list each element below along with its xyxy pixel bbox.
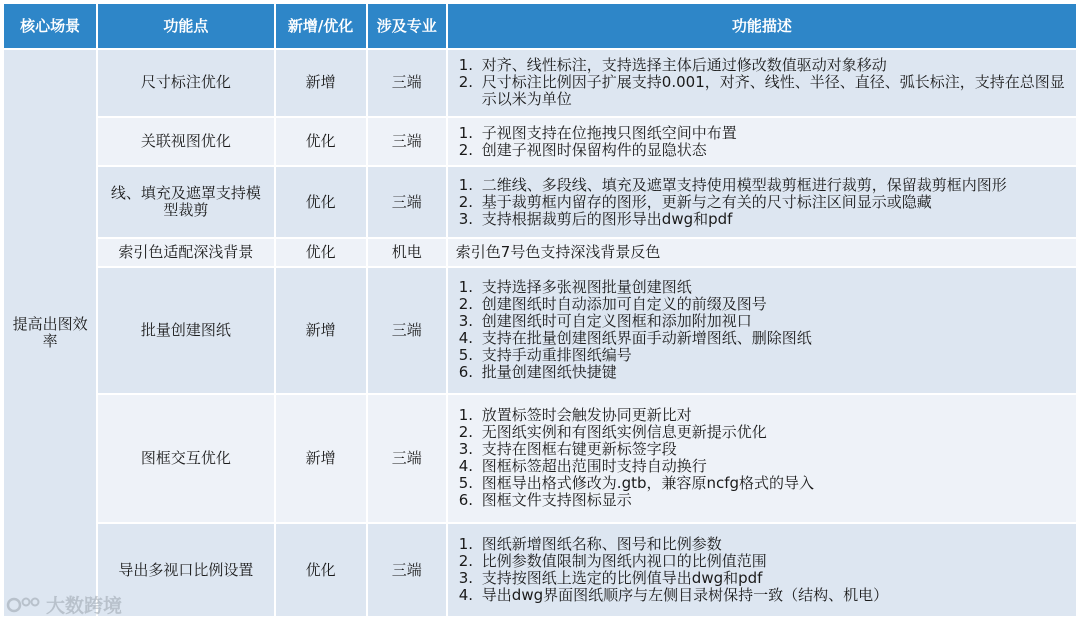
- description-item: 4. 导出dwg界面图纸顺序与左侧目录树保持一致（结构、机电）: [478, 587, 1068, 604]
- table-row: [4, 239, 1076, 266]
- feature-cell: 尺寸标注优化: [98, 50, 273, 116]
- discipline-cell: 三端: [368, 167, 446, 237]
- description-item: 1. 子视图支持在位拖拽只图纸空间中布置: [478, 125, 1068, 142]
- description-cell: [448, 118, 1076, 165]
- description-cell: [448, 268, 1076, 393]
- description-item: 2. 基于裁剪框内留存的图形，更新与之有关的尺寸标注区间显示或隐藏: [478, 194, 1068, 211]
- watermark-logo-icon: [6, 595, 42, 615]
- description-item: 3. 支持根据裁剪后的图形导出dwg和pdf: [478, 211, 1068, 228]
- description-item: 1. 支持选择多张视图批量创建图纸: [478, 279, 1068, 296]
- scene-cell: 提高出图效率: [4, 50, 96, 616]
- description-item: 3. 创建图纸时可自定义图框和添加附加视口: [478, 313, 1068, 330]
- description-item: 1. 放置标签时会触发协同更新比对: [478, 407, 1068, 424]
- type-cell: 优化: [276, 524, 366, 616]
- type-cell: 新增: [276, 50, 366, 116]
- watermark-text: 大数跨境: [46, 595, 123, 617]
- type-cell: 优化: [276, 239, 366, 266]
- description-item: 1. 二维线、多段线、填充及遮罩支持使用模型裁剪框进行裁剪，保留裁剪框内图形: [478, 177, 1068, 194]
- table-row: [4, 395, 1076, 523]
- table-row: [4, 167, 1076, 237]
- discipline-cell: 机电: [368, 239, 446, 266]
- table-row: [4, 118, 1076, 165]
- type-cell: 新增: [276, 268, 366, 393]
- discipline-cell: 三端: [368, 50, 446, 116]
- description-cell: [448, 524, 1076, 616]
- feature-cell: 线、填充及遮罩支持模型裁剪: [98, 167, 273, 237]
- type-cell: 优化: [276, 167, 366, 237]
- watermark: [6, 591, 122, 618]
- discipline-cell: 三端: [368, 118, 446, 165]
- description-item: 2. 尺寸标注比例因子扩展支持0.001，对齐、线性、半径、直径、弧长标注，支持在总图显示以米为单位: [478, 74, 1068, 108]
- description-item: 2. 创建子视图时保留构件的显隐状态: [478, 142, 1068, 159]
- description-item: 6. 批量创建图纸快捷键: [478, 364, 1068, 381]
- feature-table: [2, 2, 1078, 618]
- feature-cell: 索引色适配深浅背景: [98, 239, 273, 266]
- description-item: 3. 支持按图纸上选定的比例值导出dwg和pdf: [478, 570, 1068, 587]
- discipline-cell: 三端: [368, 268, 446, 393]
- type-cell: 优化: [276, 118, 366, 165]
- description-item: 4. 图框标签超出范围时支持自动换行: [478, 458, 1068, 475]
- feature-cell: 图框交互优化: [98, 395, 273, 523]
- description-cell: [448, 50, 1076, 116]
- description-item: 3. 支持在图框右键更新标签字段: [478, 441, 1068, 458]
- table-row: [4, 50, 1076, 116]
- description-item: 1. 图纸新增图纸名称、图号和比例参数: [478, 536, 1068, 553]
- description-item: 1. 对齐、线性标注，支持选择主体后通过修改数值驱动对象移动: [478, 57, 1068, 74]
- feature-cell: 关联视图优化: [98, 118, 273, 165]
- feature-cell: 批量创建图纸: [98, 268, 273, 393]
- description-item: 5. 支持手动重排图纸编号: [478, 347, 1068, 364]
- description-item: 2. 创建图纸时自动添加可自定义的前缀及图号: [478, 296, 1068, 313]
- description-item: 2. 比例参数值限制为图纸内视口的比例值范围: [478, 553, 1068, 570]
- header-type: 新增/优化: [276, 4, 366, 48]
- feature-cell: 导出多视口比例设置: [98, 524, 273, 616]
- description-item: 6. 图框文件支持图标显示: [478, 492, 1068, 509]
- discipline-cell: 三端: [368, 395, 446, 523]
- table-row: [4, 268, 1076, 393]
- header-feature: 功能点: [98, 4, 273, 48]
- table-row: [4, 524, 1076, 616]
- description-item: 5. 图框导出格式修改为.gtb，兼容原ncfg格式的导入: [478, 475, 1068, 492]
- discipline-cell: 三端: [368, 524, 446, 616]
- description-cell: 索引色7号色支持深浅背景反色: [448, 239, 1076, 266]
- header-description: 功能描述: [448, 4, 1076, 48]
- description-cell: [448, 395, 1076, 523]
- header-discipline: 涉及专业: [368, 4, 446, 48]
- type-cell: 新增: [276, 395, 366, 523]
- description-cell: [448, 167, 1076, 237]
- header-scene: 核心场景: [4, 4, 96, 48]
- description-item: 4. 支持在批量创建图纸界面手动新增图纸、删除图纸: [478, 330, 1068, 347]
- description-item: 2. 无图纸实例和有图纸实例信息更新提示优化: [478, 424, 1068, 441]
